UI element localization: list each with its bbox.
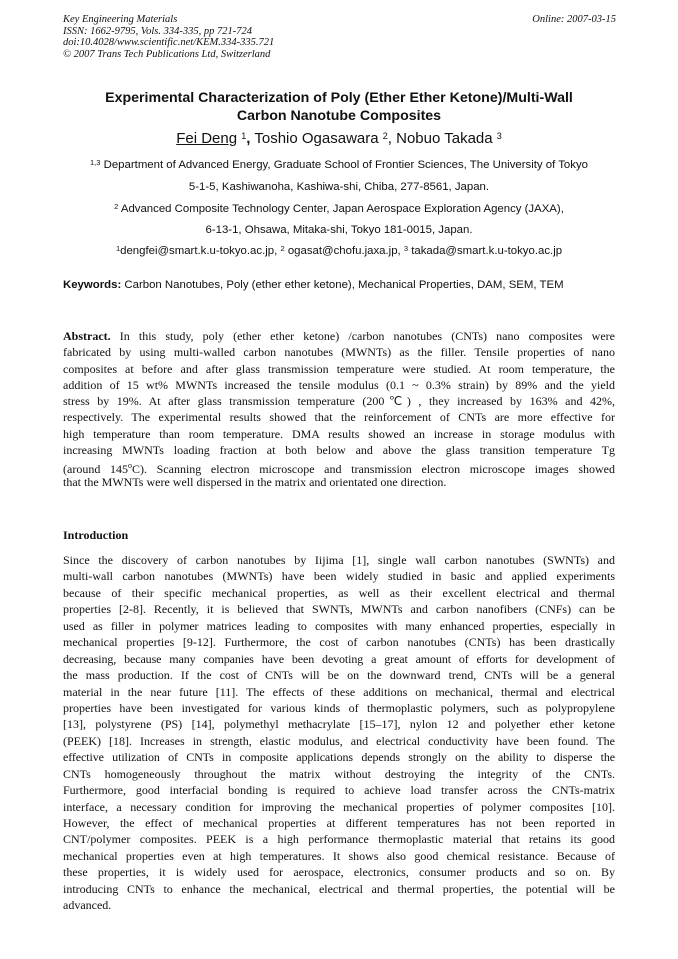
intro-line: multi-wall carbon nanotubes (MWNTs) have been widely studied in basic and applied experiments [63,569,615,584]
affiliation-1-line-2: 5-1-5, Kashiwanoha, Kashiwa-shi, Chiba, 277-8561, Japan. [188,181,490,193]
author-list: Fei Deng $^1$, Toshio Ogasawara $^2$, Nobuo Takada $^3$ [176,130,502,147]
abstract-line: fabricated by using multi-walled carbon nanotubes (MWNTs) as the filler. Tensile properties of nano [63,345,615,360]
abstract-line: high temperature than room temperature. DMA results showed an increase in storage modulus with [63,426,615,441]
abstract-line: (around 145$^o$C). Scanning electron microscope and transmission electron microscope images showed [63,461,615,476]
abstract-line: respectively. The experimental results showed that the reinforcement of CNTs are more effective for [63,410,615,425]
affiliation-1-line-1: $^{1,3}$ Department of Advanced Energy, Graduate School of Frontier Sciences, The University of Tokyo [90,158,588,171]
abstract-line: stress by 19%. At after glass transmission temperature (200℃) , they increased by 163% and 42%, [63,394,615,408]
author-2-affiliation-mark: 2 [382,131,388,141]
abstract-line: that the MWNTs were well dispersed in the matrix and orientated one direction. [63,475,447,490]
intro-line: advanced. [63,898,112,913]
intro-line: used as filler in polymer matrices leading to composites with many enhanced properties, especially in [63,618,615,633]
intro-line: properties [2-8]. Recently, it is believed that SWNTs, MWNTs and carbon nanofibers (CNFs) can be [63,602,615,617]
intro-line: effective utilization of CNTs in composite applications depends strongly on the ability to disperse the [63,750,615,765]
journal-issn: ISSN: 1662-9795, Vols. 334-335, pp 721-724 [63,25,252,37]
author-1-affiliation-mark: 1 [241,131,247,141]
introduction-body [63,552,615,914]
author-2-name: Toshio Ogasawara [254,130,379,147]
intro-line: However, the effect of mechanical properties at different temperatures has not been reported in [63,816,615,830]
intro-line: interface, a necessary condition for improving the mechanical properties of polymer composites [10]. [63,799,615,814]
affiliation-2-line-1: $^2$ Advanced Composite Technology Center, Japan Aerospace Exploration Agency (JAXA), [114,202,564,215]
intro-line: these properties, it is widely used for aerospace, electronics, consumer products and so on. By [63,865,615,880]
email-line [40,244,638,258]
journal-copyright: © 2007 Trans Tech Publications Ltd, Switzerland [63,48,271,60]
author-3-name: Nobuo Takada [396,130,493,147]
keywords-label: Keywords: [63,279,122,291]
intro-line: CNT/polymer composites. PEEK is a high performance thermoplastic material that retains its good [63,832,615,847]
abstract-line: Abstract. In this study, poly (ether ether ketone) /carbon nanotubes (CNTs) nano composites were [63,329,615,343]
affiliation-2-line-2: 6-13-1, Ohsawa, Mitaka-shi, Tokyo 181-0015, Japan. [205,224,473,236]
abstract-label: Abstract. [63,329,111,343]
intro-line: decreasing, because many companies have been devoting a great amount of efforts for development of [63,651,615,666]
abstract [63,328,615,491]
intro-line: the mass production. If the cost of CNTs will be on the downward trend, CNTs will be a general [63,668,615,683]
title-line-1: Experimental Characterization of Poly (Ether Ether Ketone)/Multi-Wall [105,90,573,106]
journal-doi: doi:10.4028/www.scientific.net/KEM.334-335.721 [63,37,275,49]
intro-line: [13], polystyrene (PS) [14], polymethyl methacrylate [15–17], nylon 12 and polyether ether ketone [63,717,615,732]
introduction-heading: Introduction [63,528,129,542]
email-1-mark: 1 [115,244,121,253]
intro-line: CNTs homogeneously throughout the matrix without destroying the integrity of the CNTs. [63,766,615,781]
affiliation-2-mark: 2 [114,202,119,211]
degree-mark: o [127,461,132,470]
intro-line: Furthermore, good interfacial bonding is required to achieve load transfer across the CNTs-matrix [63,783,615,798]
intro-line: mechanical properties [9-12]. Furthermore, the cost of carbon nanotubes (CNTs) has been drastically [63,635,615,650]
email-2-mark: 2 [280,244,285,253]
affiliation-1-mark: 1,3 [90,158,101,167]
intro-line: Since the discovery of carbon nanotubes by Iijima [1], single wall carbon nanotubes (SWNTs) and [63,553,615,567]
intro-line: properties have been investigated for various kinds of thermoplastic polymers, such as polypropylene [63,700,615,715]
keywords-text: Carbon Nanotubes, Poly (ether ether ketone), Mechanical Properties, DAM, SEM, TEM [124,279,564,291]
intro-line: (PEEK) [18]. Increases in strength, elastic modulus, and electrical conductivity have been found. The [63,733,615,748]
email-1[interactable]: dengfei@smart.k.u-tokyo.ac.jp, [120,245,278,257]
author-3-affiliation-mark: 3 [496,131,502,141]
email-3-mark: 3 [403,244,409,253]
email-2[interactable]: ogasat@chofu.jaxa.jp, [287,245,401,257]
paper-title [40,89,638,125]
email-3[interactable]: takada@smart.k.u-tokyo.ac.jp [411,245,563,257]
journal-name: Key Engineering Materials [63,14,178,25]
journal-header [63,14,274,60]
intro-line: mechanical properties even at high temperatures. It shows also good chemical resistance. Because of [63,848,615,863]
abstract-line: addition of 15 wt% MWNTs increased the tensile modulus (0.1 ~ 0.3% strain) by 89% and the yield [63,377,615,392]
abstract-line: composites at before and after glass transmission temperature were studied. At room temperature, the [63,361,615,376]
intro-line: introducing CNTs to enhance the mechanical, electrical and thermal properties, the potential will be [63,881,615,896]
intro-line: because of their specific mechanical properties, as well as their excellent electrical and thermal [63,585,615,600]
author-1-name: Fei Deng [176,130,238,147]
abstract-line: increasing MWNTs loading fraction at both below and above the glass transition temperature Tg [63,442,615,457]
keywords [63,278,564,292]
intro-line: material in the near future [11]. The effects of these additions on mechanical, thermal and electrical [63,684,615,699]
online-date: Online: 2007-03-15 [532,14,616,25]
title-line-2: Carbon Nanotube Composites [236,108,442,124]
